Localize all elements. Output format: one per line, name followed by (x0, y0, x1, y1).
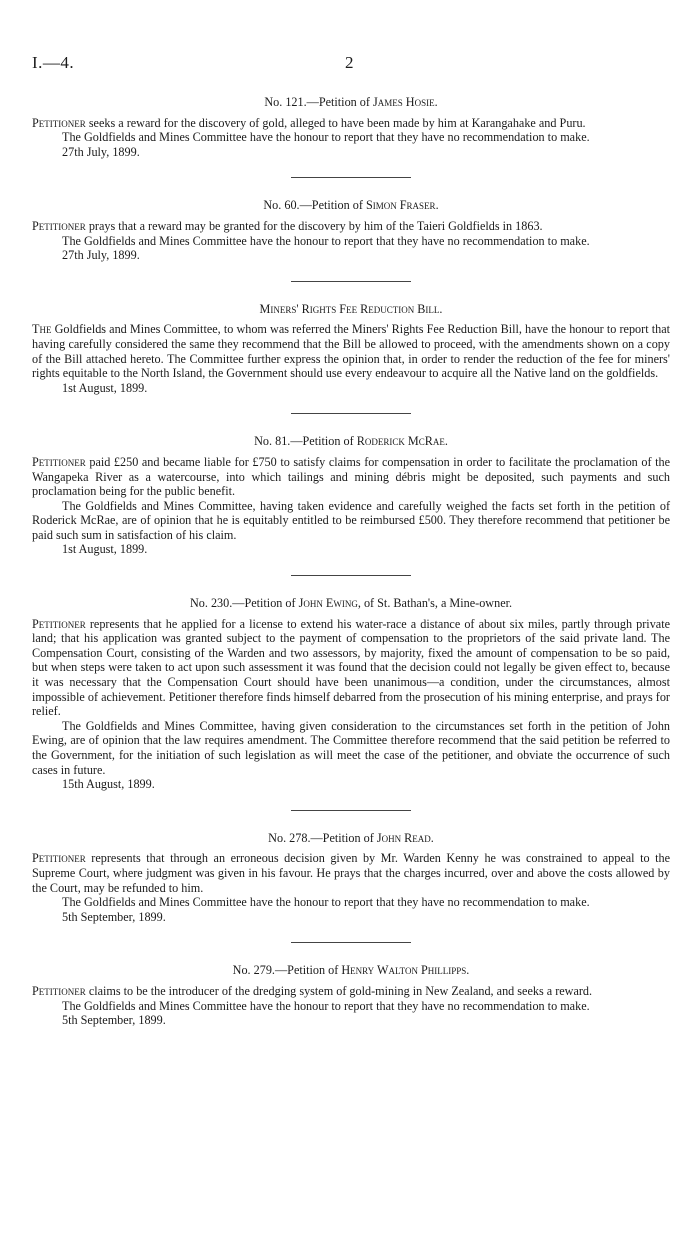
report-date: 5th September, 1899. (62, 909, 166, 924)
heading-prefix: No. 278.—Petition of (268, 830, 377, 845)
committee-report: The Goldfields and Mines Committee have the honour to report that they have no recommendation to make. (62, 233, 590, 248)
section-heading (32, 596, 670, 611)
lead-word: Petitioner (32, 851, 86, 866)
sections-container (32, 95, 670, 1028)
heading-suffix: . (466, 963, 470, 978)
committee-report: The Goldfields and Mines Committee, having given consideration to the circumstances set forth in the petition of John Ewing, are of opinion that the law requires amendment. The Committee therefore recommend that the said petition be referred to the Government, for the initiation of such legislation as will meet the case of the petitioner, and obviate the occurrence of such cases in future. (32, 718, 670, 777)
report-date: 27th July, 1899. (62, 248, 140, 263)
report-date: 15th August, 1899. (62, 777, 155, 792)
committee-report: The Goldfields and Mines Committee have the honour to report that they have no recommendation to make. (62, 895, 590, 910)
committee-report: The Goldfields and Mines Committee have the honour to report that they have no recommendation to make. (62, 998, 590, 1013)
page-number: 2 (345, 53, 354, 72)
heading-name: John Ewing (298, 596, 358, 611)
document-body (32, 55, 670, 1028)
heading-name: Roderick McRae (356, 434, 445, 449)
lead-word: Petitioner (32, 454, 86, 469)
section-divider (291, 281, 411, 282)
petition-text (32, 984, 670, 999)
lead-word: Petitioner (32, 115, 86, 130)
section-heading (32, 302, 670, 317)
section-heading (32, 434, 670, 449)
heading-prefix: No. 279.—Petition of (232, 963, 342, 978)
section-divider (291, 177, 411, 178)
report-date: 1st August, 1899. (62, 542, 148, 557)
section-heading (32, 831, 670, 846)
petition-body: paid £250 and became liable for £750 to satisfy claims for compensation in order to facilitate the proclamation of the Wangapeka River as a watercourse, into which tailings and mining débris might be deposited, such payments and such proclamation being for the public benefit. (32, 454, 670, 499)
petition-section (32, 831, 670, 944)
petition-body: represents that through an erroneous decision given by Mr. Warden Kenny he was constrained to appeal to the Supreme Court, where judgment was given in his favour. He prays that the charges incurred, over and above the costs allowed by the Court, may be refunded to him. (32, 851, 670, 895)
lead-word: The (32, 322, 52, 337)
petition-section (32, 198, 670, 281)
petition-text (32, 617, 670, 719)
section-heading (32, 198, 670, 213)
heading-name: John Read (376, 830, 431, 845)
heading-prefix: No. 60.—Petition of (263, 198, 366, 213)
petition-body: Goldfields and Mines Committee, to whom was referred the Miners' Rights Fee Reduction Bill, have the honour to report that having carefully considered the same they recommend that the Bill be allowed to proceed, with the amendments shown on a copy of the Bill attached hereto. The Committee further express the opinion that, in order to render the reduction of the fee for miners' rights equitable to the North Island, the Government should use every endeavour to acquire all the Native land on the goldfields. (32, 322, 670, 381)
petition-text (32, 116, 670, 131)
petition-section (32, 434, 670, 576)
section-divider (291, 575, 411, 576)
lead-word: Petitioner (32, 218, 86, 233)
heading-prefix: No. 81.—Petition of (254, 434, 357, 449)
heading-name: Simon Fraser (365, 198, 436, 213)
petition-text (32, 455, 670, 499)
heading-suffix: . (439, 301, 443, 316)
section-divider (291, 810, 411, 811)
petition-section (32, 95, 670, 178)
section-heading (32, 963, 670, 978)
heading-suffix: . (444, 434, 448, 449)
heading-name: Henry Walton Phillipps (341, 963, 467, 978)
section-divider (291, 413, 411, 414)
heading-suffix: . (435, 198, 439, 213)
heading-suffix: , of St. Bathan's, a Mine-owner. (357, 596, 513, 611)
petition-body: prays that a reward may be granted for the discovery by him of the Taieri Goldfields in 1863. (85, 218, 543, 233)
heading-name: Miners' Rights Fee Reduction Bill (259, 301, 440, 316)
petition-text (32, 851, 670, 895)
lead-word: Petitioner (32, 983, 86, 998)
petition-section (32, 963, 670, 1027)
document-reference: I.—4. (32, 53, 75, 72)
heading-name: James Hosie (373, 95, 435, 109)
committee-report: The Goldfields and Mines Committee, having taken evidence and carefully weighed the facts set forth in the petition of Roderick McRae, are of opinion that he is equitably entitled to be reimbursed £500. They therefore recommend that petitioner be paid such sum in satisfaction of his claim. (32, 498, 670, 542)
report-date: 1st August, 1899. (62, 380, 148, 395)
committee-report: The Goldfields and Mines Committee have the honour to report that they have no recommendation to make. (62, 130, 590, 145)
lead-word: Petitioner (32, 616, 86, 631)
petition-text (32, 219, 670, 234)
petition-body: claims to be the introducer of the dredging system of gold-mining in New Zealand, and seeks a reward. (85, 983, 593, 998)
petition-section (32, 302, 670, 415)
petition-section (32, 596, 670, 811)
heading-prefix: No. 230.—Petition of (189, 596, 299, 611)
heading-suffix: . (430, 830, 434, 845)
petition-text (32, 322, 670, 380)
report-date: 5th September, 1899. (62, 1013, 166, 1028)
report-date: 27th July, 1899. (62, 144, 140, 159)
heading-suffix: . (434, 95, 438, 109)
section-heading (32, 95, 670, 110)
petition-body: seeks a reward for the discovery of gold, alleged to have been made by him at Karangahake and Puru. (85, 115, 586, 130)
heading-prefix: No. 121.—Petition of (264, 95, 373, 109)
section-divider (291, 942, 411, 943)
petition-body: represents that he applied for a license to extend his water-race a distance of about six miles, partly through private land; that his application was granted subject to the payment of compensation to the proprietors of the said private land. The Compensation Court, consisting of the Warden and two assessors, by majority, fixed the amount of compensation to be so paid, but when steps were taken to act upon such assessment it was found that the decision could not legally be given effect to, because it was necessary that the Compensation Court should have been unanimous—a condition, under the circumstances, almost impossible of achievement. Petitioner therefore finds himself debarred from the prosecution of his mining enterprise, and prays for relief. (32, 616, 670, 719)
